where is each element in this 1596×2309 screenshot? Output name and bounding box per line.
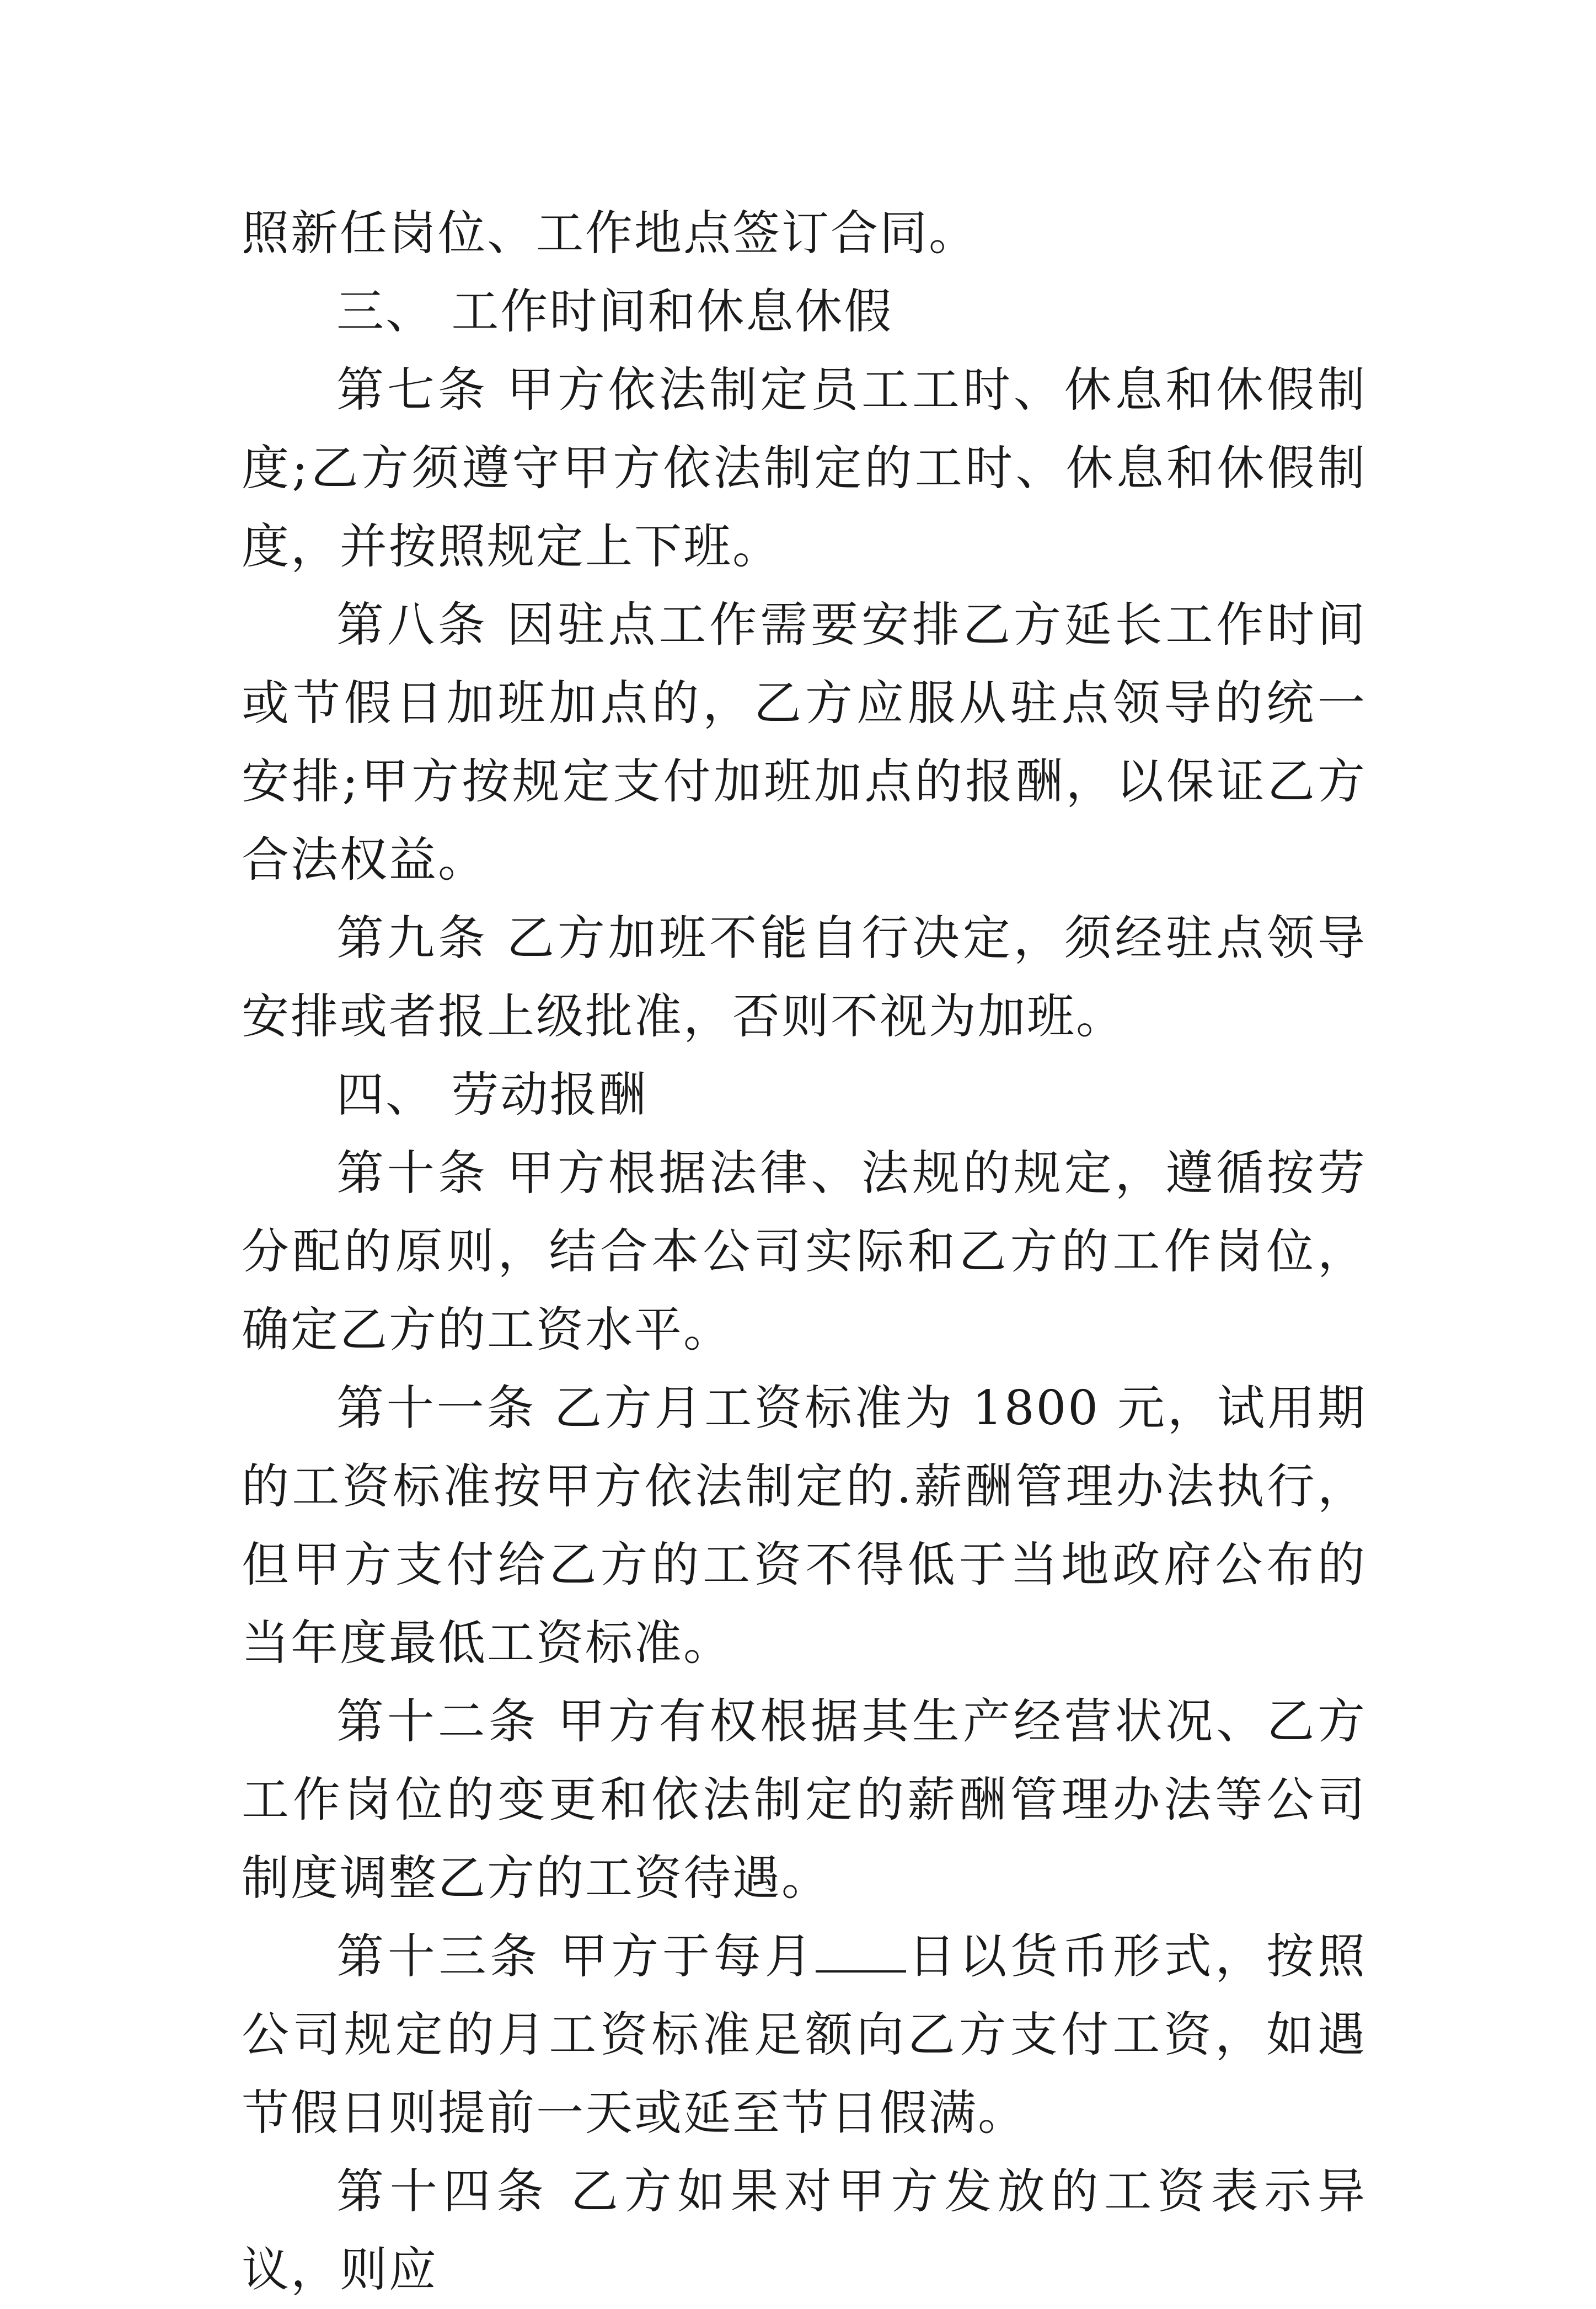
article-13-part1: 第十三条 甲方于每月 <box>336 1929 816 1984</box>
section-heading-work-time: 三、 工作时间和休息休假 <box>336 284 893 339</box>
section-heading-remuneration: 四、 劳动报酬 <box>336 1067 648 1123</box>
article-8: 第八条 因驻点工作需要安排乙方延长工作时间或节假日加班加点的，乙方应服从驻点领导的统一安排;甲方按规定支付加班加点的报酬，以保证乙方合法权益。 <box>242 597 1367 888</box>
article-12: 第十二条 甲方有权根据其生产经营状况、乙方工作岗位的变更和依法制定的薪酬管理办法等公司制度调整乙方的工资待遇。 <box>242 1694 1367 1906</box>
article-7: 第七条 甲方依法制定员工工时、休息和休假制度;乙方须遵守甲方依法制定的工时、休息和休假制度，并按照规定上下班。 <box>242 362 1367 574</box>
article-14: 第十四条 乙方如果对甲方发放的工资表示异议，则应 <box>242 2164 1367 2297</box>
article-10: 第十条 甲方根据法律、法规的规定，遵循按劳分配的原则，结合本公司实际和乙方的工作岗位，确定乙方的工资水平。 <box>242 1146 1367 1357</box>
article-13-part2: 日以货币形式，按照公司规定的月工资标准足额向乙方支付工资，如遇节假日则提前一天或延至节日假满。 <box>242 1929 1367 2141</box>
document-body <box>242 194 1367 2309</box>
article-11: 第十一条 乙方月工资标准为 1800 元，试用期的工资标准按甲方依法制定的.薪酬管理办法执行，但甲方支付给乙方的工资不得低于当地政府公布的当年度最低工资标准。 <box>242 1381 1367 1671</box>
paragraph-continuation: 照新任岗位、工作地点签订合同。 <box>242 206 978 261</box>
article-13 <box>242 1917 1367 2152</box>
article-9: 第九条 乙方加班不能自行决定，须经驻点领导安排或者报上级批准，否则不视为加班。 <box>242 911 1367 1044</box>
blank-fill-line <box>816 1928 906 1973</box>
